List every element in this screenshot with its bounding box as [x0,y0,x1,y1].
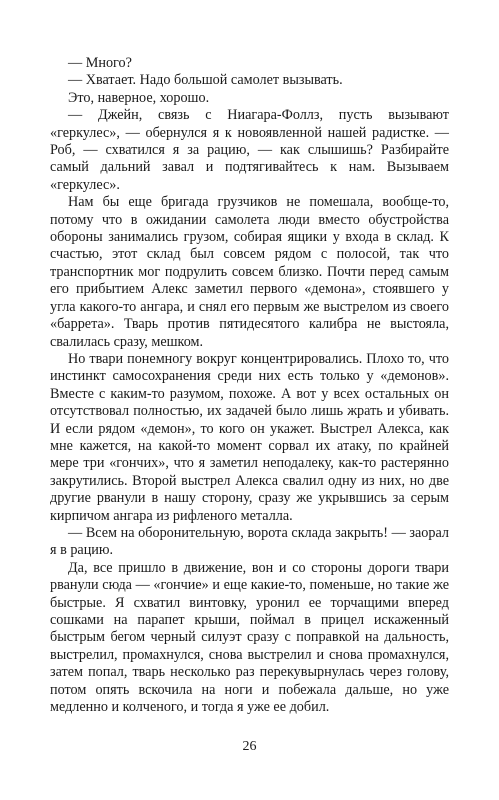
paragraph: — Джейн, связь с Ниагара-Фоллз, пусть вызывают «геркулес», — обернулся я к новоявленной нашей радистке. — Роб, — схватился я за рацию, — как слышишь? Разбирайте самый дальний завал и подтягивайтесь к нам. Вызываем «геркулес». [50,107,449,193]
paragraph: Но твари понемногу вокруг концентрировались. Плохо то, что инстинкт самосохранения среди них есть только у «демонов». Вместе с каким-то разумом, похоже. А вот у всех остальных он отсутствовал полностью, их задачей было лишь жрать и убивать. И если рядом «демон», то кого он укажет. Выстрел Алекса, как мне кажется, на какой-то момент сорвал их атаку, по крайней мере три «гончих», что я заметил неподалеку, как-то растерянно закрутились. Второй выстрел Алекса свалил одну из них, но две другие рванули в нашу сторону, сразу же укрывшись за серым кирпичом ангара из рифленого металла. [50,350,449,524]
paragraph: — Хватает. Надо большой самолет вызывать. [68,72,343,89]
paragraph: Да, все пришло в движение, вон и со стороны дороги твари рванули сюда — «гончие» и еще какие-то, поменьше, но такие же быстрые. Я схватил винтовку, уронил ее торчащими вперед сошками на парапет крыши, поймал в прицел искаженный быстрым бегом черный силуэт сразу с поправкой на дальность, выстрелил, промахнулся, снова выстрелил и снова промахнулся, затем попал, тварь несколько раз перекувырнулась через голову, потом опять вскочила на ноги и побежала дальше, но уже медленно и колченого, и тогда я уже ее добил. [50,559,449,716]
paragraph: — Много? [68,55,132,71]
paragraph: Это, наверное, хорошо. [68,89,210,106]
paragraph: — Всем на оборонительную, ворота склада закрыть! — заорал я в рацию. [50,524,449,559]
body-text [50,55,449,716]
page-number: 26 [242,739,257,754]
paragraph: Нам бы еще бригада грузчиков не помешала, вообще-то, потому что в ожидании самолета люди вместо обустройства обороны занимались грузом, собирая ящики у входа в склад. К счастью, этот склад был совсем рядом с полосой, так что транспортник мог подрулить совсем близко. Почти перед самым его прибытием Алекс заметил первого «демона», стоявшего у угла какого-то ангара, и снял его первым же выстрелом из своего «баррета». Тварь против пятидесятого калибра не выстояла, свалилась сразу, мешком. [50,194,449,350]
